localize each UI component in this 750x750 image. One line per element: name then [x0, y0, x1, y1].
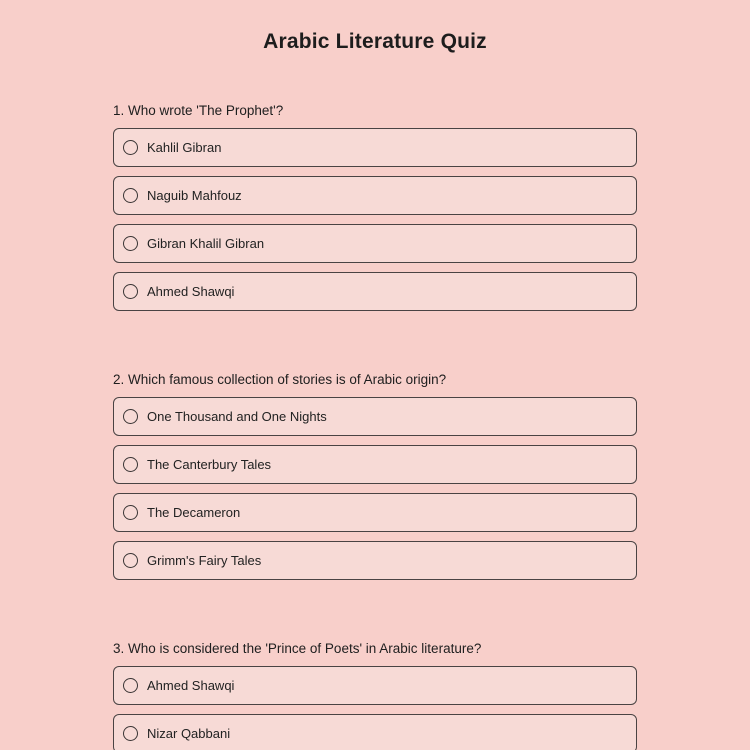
answer-option[interactable] — [113, 128, 637, 167]
option-label: One Thousand and One Nights — [147, 409, 327, 424]
answer-option[interactable] — [113, 272, 637, 311]
answer-option[interactable] — [113, 666, 637, 705]
radio-button[interactable] — [123, 553, 138, 568]
radio-button[interactable] — [123, 140, 138, 155]
radio-button[interactable] — [123, 236, 138, 251]
question-2 — [113, 371, 637, 589]
option-label: Gibran Khalil Gibran — [147, 236, 265, 251]
option-label: The Canterbury Tales — [147, 457, 272, 472]
option-label: The Decameron — [147, 505, 241, 520]
option-label: Naguib Mahfouz — [147, 188, 242, 203]
option-label: Nizar Qabbani — [147, 726, 231, 741]
options-list — [113, 666, 637, 750]
radio-button[interactable] — [123, 284, 138, 299]
answer-option[interactable] — [113, 397, 637, 436]
radio-button[interactable] — [123, 457, 138, 472]
option-label: Kahlil Gibran — [147, 140, 222, 155]
answer-option[interactable] — [113, 445, 637, 484]
question-text: 2. Which famous collection of stories is of Arabic origin? — [113, 372, 447, 387]
question-text: 1. Who wrote 'The Prophet'? — [113, 103, 284, 118]
options-list — [113, 128, 637, 320]
radio-button[interactable] — [123, 505, 138, 520]
radio-button[interactable] — [123, 726, 138, 741]
radio-button[interactable] — [123, 678, 138, 693]
option-label: Grimm's Fairy Tales — [147, 553, 262, 568]
page-title: Arabic Literature Quiz — [263, 30, 487, 53]
answer-option[interactable] — [113, 541, 637, 580]
options-list — [113, 397, 637, 589]
radio-button[interactable] — [123, 409, 138, 424]
option-label: Ahmed Shawqi — [147, 284, 235, 299]
answer-option[interactable] — [113, 493, 637, 532]
question-1 — [113, 102, 637, 320]
question-3 — [113, 640, 637, 750]
question-text: 3. Who is considered the 'Prince of Poets' in Arabic literature? — [113, 641, 482, 656]
radio-button[interactable] — [123, 188, 138, 203]
answer-option[interactable] — [113, 176, 637, 215]
answer-option[interactable] — [113, 714, 637, 750]
option-label: Ahmed Shawqi — [147, 678, 235, 693]
answer-option[interactable] — [113, 224, 637, 263]
